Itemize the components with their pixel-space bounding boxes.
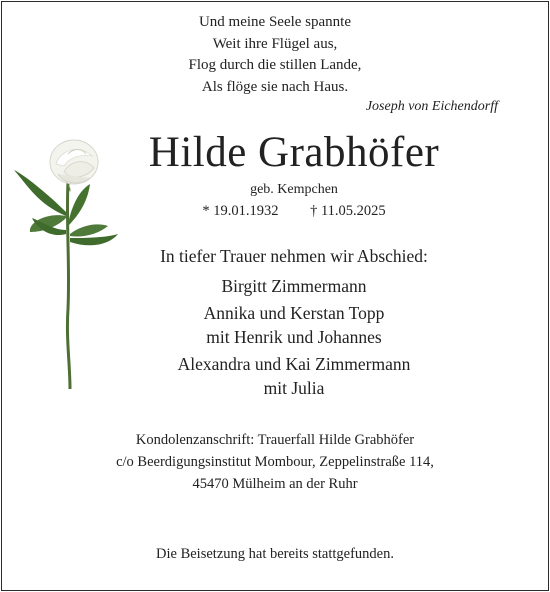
condolence-line: 45470 Mülheim an der Ruhr <box>192 476 358 492</box>
life-dates <box>2 203 548 220</box>
mourner-line: Birgitt Zimmermann <box>221 276 367 296</box>
condolence-line: Kondolenzanschrift: Trauerfall Hilde Grabhöfer <box>135 432 415 448</box>
obituary-notice <box>1 1 549 591</box>
poem-line: Als flöge sie nach Haus. <box>201 78 349 95</box>
mourner-line: mit Henrik und Johannes <box>206 327 382 347</box>
poem <box>2 12 548 98</box>
mourners-list <box>2 274 548 401</box>
burial-note: Die Beisetzung hat bereits stattgefunden. <box>156 546 394 562</box>
poem-author: Joseph von Eichendorff <box>365 99 498 114</box>
mourner-line: mit Julia <box>263 378 325 398</box>
poem-line: Weit ihre Flügel aus, <box>212 35 338 52</box>
poem-line: Flog durch die stillen Lande, <box>188 57 362 73</box>
deceased-name: Hilde Grabhöfer <box>148 129 440 176</box>
death-date: † 11.05.2025 <box>310 203 386 219</box>
birth-date: * 19.01.1932 <box>202 203 279 219</box>
condolence-address <box>2 429 548 495</box>
condolence-line: c/o Beerdigungsinstitut Mombour, Zeppelinstraße 114, <box>116 454 434 470</box>
birth-name: geb. Kempchen <box>250 182 338 197</box>
poem-line: Und meine Seele spannte <box>198 14 352 30</box>
mourning-intro: In tiefer Trauer nehmen wir Abschied: <box>160 246 428 266</box>
mourner-line: Alexandra und Kai Zimmermann <box>177 353 411 374</box>
mourner-line: Annika und Kerstan Topp <box>203 302 385 323</box>
